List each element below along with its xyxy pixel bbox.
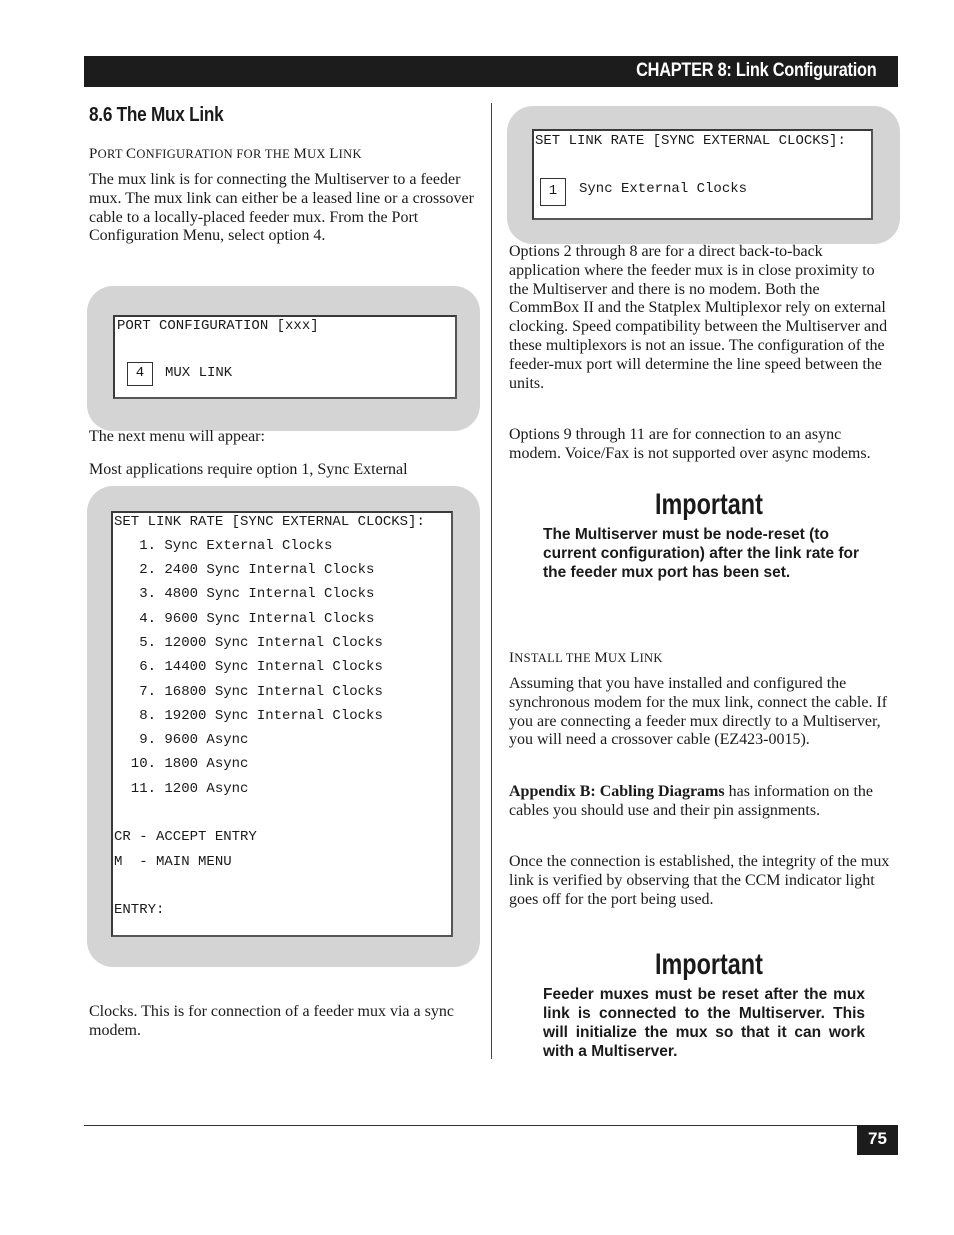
terminal-title: SET LINK RATE [SYNC EXTERNAL CLOCKS]: [535,133,846,149]
subhead-install-mux-link: INSTALL THE MUX LINK [509,650,663,666]
menu-option: 7. 16800 Sync Internal Clocks [114,684,383,700]
accept-entry-line: CR - ACCEPT ENTRY [114,829,257,845]
subhead-port-configuration: PORT CONFIGURATION FOR THE MUX LINK [89,146,362,162]
install-paragraph: Assuming that you have installed and configured the synchronous modem for the mux link, connect the cable. If you are connecting a feeder mux directly to a Multiserver, you will need a crossover cable (EZ423-0015). [509,675,888,749]
important-note: The Multiserver must be node-reset (to current configuration) after the link rate for the feeder mux port has been set. [543,526,860,581]
menu-option: 11. 1200 Async [114,781,249,797]
important-note: Feeder muxes must be reset after the mux link is connected to the Multiserver. This will initialize the mux so that it can work with a Multiserver. [543,986,865,1060]
menu-option: 5. 12000 Sync Internal Clocks [114,635,383,651]
terminal-title: PORT CONFIGURATION [xxx] [117,318,319,334]
terminal-port-configuration [113,315,457,399]
menu-option: 6. 14400 Sync Internal Clocks [114,659,383,675]
menu-option: 8. 19200 Sync Internal Clocks [114,708,383,724]
clocks-paragraph: Clocks. This is for connection of a feeder mux via a sync modem. [89,1003,454,1039]
option-number-box: 4 [127,362,153,386]
menu-option: 10. 1800 Async [114,756,249,772]
next-menu-text: The next menu will appear: [89,428,265,445]
option-label: MUX LINK [165,365,233,381]
connection-paragraph: Once the connection is established, the integrity of the mux link is verified by observing that the CCM indicator light goes off for the port being used. [509,853,890,908]
menu-option: 2. 2400 Sync Internal Clocks [114,562,375,578]
footer-rule [84,1125,898,1126]
section-title: 8.6 The Mux Link [89,104,224,126]
intro-paragraph: The mux link is for connecting the Multiserver to a feeder mux. The mux link can either be a leased line or a crossover cable to a locally-placed feeder mux. From the Port Configuration Menu, select option 4. [89,171,474,245]
menu-option: 4. 9600 Sync Internal Clocks [114,611,375,627]
page-number: 75 [857,1125,898,1155]
important-heading: Important [655,488,763,521]
chapter-header-bar [84,56,898,87]
appendix-paragraph: Appendix B: Cabling Diagrams has information on the cables you should use and their pin assignments. [509,783,874,819]
important-heading: Important [655,948,763,981]
options-9-11-paragraph: Options 9 through 11 are for connection to an async modem. Voice/Fax is not supported over async modems. [509,426,871,462]
menu-option: 3. 4800 Sync Internal Clocks [114,586,375,602]
option-number-box: 1 [540,178,566,206]
main-menu-line: M - MAIN MENU [114,854,232,870]
menu-option: 1. Sync External Clocks [114,538,333,554]
terminal-title: SET LINK RATE [SYNC EXTERNAL CLOCKS]: [114,514,425,530]
appendix-reference: Appendix B: Cabling Diagrams [509,783,725,800]
menu-option: 9. 9600 Async [114,732,249,748]
terminal-link-rate-menu [111,511,453,937]
chapter-title: CHAPTER 8: Link Configuration [635,60,876,81]
option-label: Sync External Clocks [579,181,748,197]
options-2-8-paragraph: Options 2 through 8 are for a direct back-to-back application where the feeder mux is in close proximity to the Multiserver and there is no modem. Both the CommBox II and the Statplex Multiplexor rely on external clocking. Speed compatibility between the Multiserver and these multiplexors is not an issue. The configuration of the feeder-mux port will determine the line speed between the units. [509,243,888,392]
entry-prompt: ENTRY: [114,902,165,918]
column-divider [491,103,492,1059]
terminal-sync-external [532,129,873,220]
most-applications-text: Most applications require option 1, Sync External [89,461,408,478]
